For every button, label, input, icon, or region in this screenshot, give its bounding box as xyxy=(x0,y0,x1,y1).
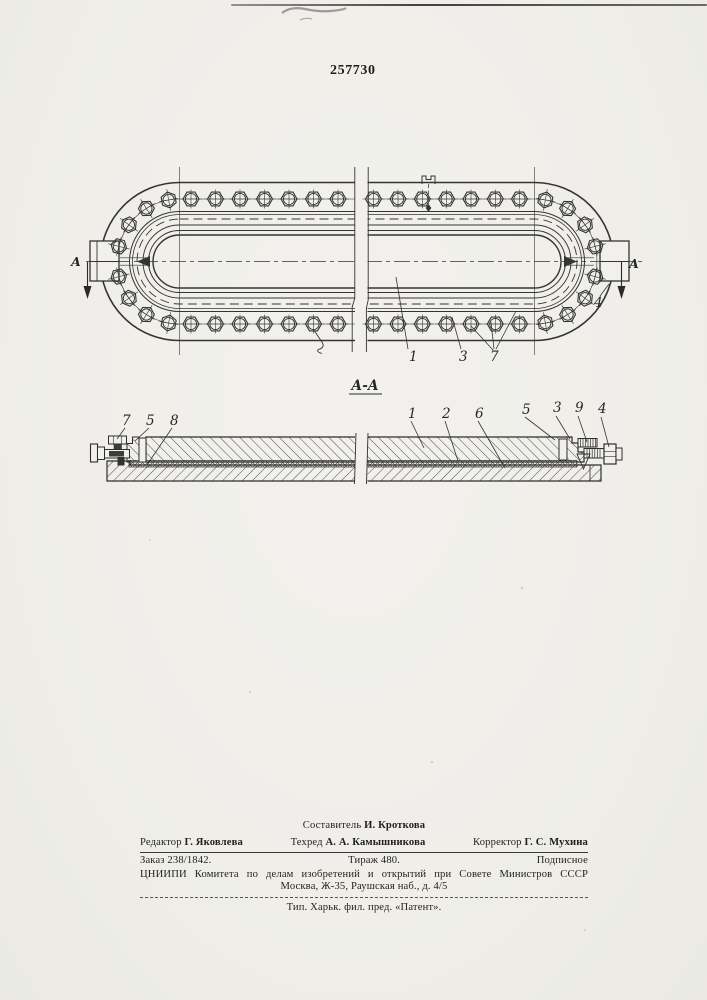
podpisnoe: Подписное xyxy=(536,855,588,866)
bolt-icon xyxy=(460,190,482,209)
patent-number: 257730 xyxy=(330,63,376,78)
bolt-icon xyxy=(484,315,506,334)
stop-strip-left xyxy=(139,438,146,462)
section-break-gap xyxy=(355,431,368,484)
bolt-icon xyxy=(229,190,251,209)
part-label-1: 1 xyxy=(409,349,418,365)
vertical-bolt-head xyxy=(109,436,127,444)
top-view xyxy=(86,163,642,355)
bolt-icon xyxy=(387,190,409,209)
part-label-3: 3 xyxy=(459,349,468,365)
section-label-2: 2 xyxy=(442,406,451,422)
bolt-icon xyxy=(180,190,202,209)
bolt-icon xyxy=(411,190,433,209)
techred-cell xyxy=(291,837,426,850)
bolt-icon xyxy=(254,315,276,334)
section-view xyxy=(91,431,623,484)
bolt-icon xyxy=(327,315,349,334)
bolt-icon xyxy=(509,190,531,209)
bolt-icon xyxy=(387,315,409,334)
bolt-icon xyxy=(303,315,325,334)
address-line: Москва, Ж-35, Раушская наб., д. 4/5 xyxy=(280,881,448,892)
part-label-4: 4 xyxy=(594,295,603,311)
bolt-icon xyxy=(278,190,300,209)
bolt-head-left xyxy=(91,444,98,462)
rule-divider-dashed xyxy=(140,897,588,898)
tirazh: Тираж 480. xyxy=(348,855,401,866)
corrector-role: Корректор xyxy=(473,836,522,848)
bolt-icon xyxy=(132,194,160,223)
bolt-icon xyxy=(229,315,251,334)
nut-block-left xyxy=(118,457,125,466)
scan-artifact-scribble xyxy=(282,8,346,20)
bolt-icon xyxy=(484,190,506,209)
staff-line xyxy=(140,837,588,850)
bolt-icon xyxy=(509,315,531,334)
rule-divider xyxy=(140,852,588,853)
bolt-icon xyxy=(554,300,582,329)
section-label-7: 7 xyxy=(122,413,131,429)
bolt-icon xyxy=(303,190,325,209)
bolt-icon xyxy=(278,315,300,334)
bolt-icon xyxy=(534,311,557,336)
section-title-group xyxy=(349,378,382,394)
clamp-strip-right xyxy=(559,439,567,460)
compiler-name: И. Кроткова xyxy=(364,820,426,831)
bolt-icon xyxy=(571,211,600,239)
nozzle-detail-right xyxy=(564,256,594,267)
section-arrow-down-icon xyxy=(84,286,92,299)
bolt-icon xyxy=(436,190,458,209)
compiler-line xyxy=(140,820,588,833)
section-label-9: 9 xyxy=(575,400,584,416)
imprint-block xyxy=(140,820,588,914)
corrector-cell xyxy=(473,837,588,850)
section-label-8: 8 xyxy=(170,413,179,429)
printer-line: Тип. Харьк. фил. пред. «Патент». xyxy=(286,901,442,913)
section-arrow-label-left: А xyxy=(70,254,82,269)
bolt-icon xyxy=(157,187,180,212)
section-label-3: 3 xyxy=(553,400,562,416)
part-label-7: 7 xyxy=(490,349,499,365)
section-label-5-left: 5 xyxy=(146,413,155,429)
order-line xyxy=(140,855,588,868)
fitting-left xyxy=(90,241,119,281)
fitting-right xyxy=(600,241,629,281)
bolt-icon xyxy=(157,311,180,336)
bolt-icon xyxy=(205,190,227,209)
nut-right xyxy=(604,444,616,464)
bolt-icon xyxy=(180,315,202,334)
bolt-icon xyxy=(534,187,557,212)
section-label-4: 4 xyxy=(598,401,607,417)
editor-name: Г. Яковлева xyxy=(184,836,243,848)
section-arrow-label-right: А xyxy=(628,256,640,271)
bolt-icon xyxy=(460,315,482,334)
section-arrow-down-icon xyxy=(618,286,626,299)
editor-role: Редактор xyxy=(140,836,182,848)
bolt-washer-left xyxy=(98,447,105,460)
order-number: Заказ 238/1842. xyxy=(140,855,212,866)
bolt-icon xyxy=(114,284,143,312)
left-end-fasteners xyxy=(91,436,147,466)
bolt-icon xyxy=(114,211,143,239)
bolt-icon xyxy=(327,190,349,209)
section-title: А-А xyxy=(351,378,379,394)
techred-role: Техред xyxy=(290,836,323,848)
nut-right-tip xyxy=(616,448,622,460)
bolt-icon xyxy=(554,194,582,223)
techred-name: А. А. Камышникова xyxy=(325,836,426,848)
org-line: ЦНИИПИ Комитета по делам изобретений и открытий при Совете Министров СССР xyxy=(140,868,588,880)
bolt-icon xyxy=(132,300,160,329)
bolt-icon xyxy=(411,315,433,334)
corrector-name: Г. С. Мухина xyxy=(524,836,588,848)
editor-cell xyxy=(140,837,243,850)
section-label-1: 1 xyxy=(408,406,417,422)
section-label-5-right: 5 xyxy=(522,402,531,418)
break-gap xyxy=(355,163,368,355)
section-label-6: 6 xyxy=(475,406,484,422)
compiler-role: Составитель xyxy=(302,820,362,831)
bolt-icon xyxy=(254,190,276,209)
bolt-icon xyxy=(205,315,227,334)
